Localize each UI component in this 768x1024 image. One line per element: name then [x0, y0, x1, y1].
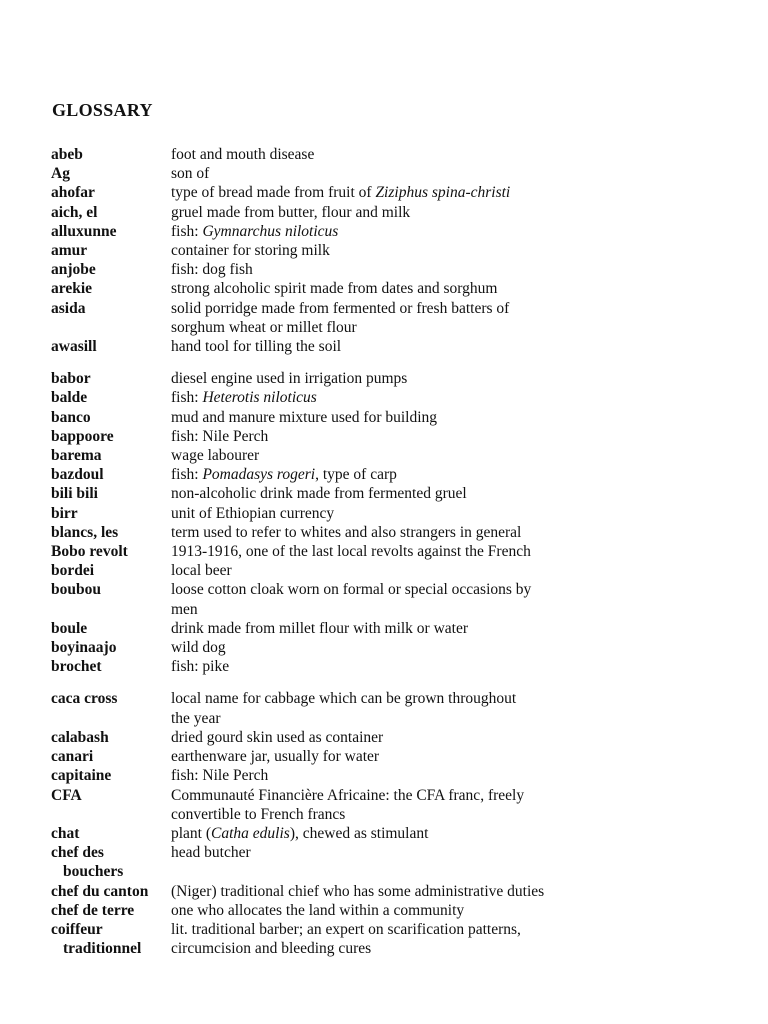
term-text: bordei — [51, 562, 95, 580]
definition-line — [171, 843, 611, 862]
term-text: Ag — [51, 165, 70, 183]
glossary-entry — [51, 183, 611, 202]
glossary-term — [51, 824, 171, 843]
definition-line — [171, 786, 611, 805]
glossary-term — [51, 786, 171, 824]
glossary-entry — [51, 299, 611, 337]
glossary-definition — [171, 183, 611, 202]
definition-line — [171, 728, 611, 747]
definition-text: loose cotton cloak worn on formal or special occasions by — [171, 581, 532, 599]
definition-text: local beer — [171, 562, 232, 580]
glossary-definition — [171, 299, 611, 337]
term-text: awasill — [51, 338, 97, 356]
glossary-definition — [171, 619, 611, 638]
definition-text: drink made from millet flour with milk or water — [171, 619, 469, 637]
glossary-definition — [171, 145, 611, 164]
definition-text: one who allocates the land within a community — [171, 901, 465, 919]
glossary-definition — [171, 279, 611, 298]
glossary-definition — [171, 843, 611, 881]
definition-text: unit of Ethiopian currency — [171, 504, 335, 522]
glossary-term — [51, 388, 171, 407]
glossary-entry — [51, 504, 611, 523]
term-text: ahofar — [51, 184, 95, 202]
glossary-term — [51, 299, 171, 337]
glossary-term — [51, 465, 171, 484]
glossary-entry — [51, 824, 611, 843]
definition-text: fish: — [171, 466, 203, 484]
definition-text: local name for cabbage which can be grown throughout — [171, 690, 517, 708]
term-text: CFA — [51, 786, 82, 804]
definition-text-after: , type of carp — [315, 466, 397, 484]
term-text: balde — [51, 389, 88, 407]
definition-line — [171, 619, 611, 638]
glossary-definition — [171, 542, 611, 561]
definition-text: 1913-1916, one of the last local revolts against the French — [171, 543, 531, 561]
definition-scientific-name: Ziziphus spina-christi — [375, 184, 511, 202]
glossary-definition — [171, 657, 611, 676]
term-text: amur — [51, 242, 88, 260]
definition-line-continued: circumcision and bleeding cures — [171, 940, 372, 958]
definition-text: head butcher — [171, 844, 251, 862]
glossary-term — [51, 638, 171, 657]
term-text: calabash — [51, 728, 109, 746]
glossary-term — [51, 657, 171, 676]
definition-text: fish: Nile Perch — [171, 427, 269, 445]
definition-text: mud and manure mixture used for building — [171, 408, 438, 426]
glossary-definition — [171, 561, 611, 580]
glossary-entry — [51, 523, 611, 542]
glossary-definition — [171, 580, 611, 618]
glossary-entry — [51, 408, 611, 427]
definition-line — [171, 689, 611, 708]
glossary-definition — [171, 408, 611, 427]
definition-line — [171, 747, 611, 766]
glossary-entry — [51, 279, 611, 298]
glossary-entry — [51, 657, 611, 676]
glossary-term — [51, 920, 171, 958]
glossary-definition — [171, 484, 611, 503]
definition-text: fish: — [171, 389, 203, 407]
definition-line — [171, 561, 611, 580]
glossary-entry — [51, 747, 611, 766]
glossary-entry — [51, 465, 611, 484]
definition-line — [171, 580, 611, 599]
term-text: caca cross — [51, 690, 118, 708]
definition-text: type of bread made from fruit of — [171, 184, 376, 202]
definition-text: plant ( — [171, 824, 212, 842]
definition-line — [171, 222, 611, 241]
term-text: barema — [51, 447, 102, 465]
glossary-entry — [51, 901, 611, 920]
glossary-term — [51, 337, 171, 356]
glossary-term — [51, 260, 171, 279]
definition-text: term used to refer to whites and also strangers in general — [171, 523, 522, 541]
glossary-term — [51, 241, 171, 260]
glossary-entry — [51, 145, 611, 164]
term-text: arekie — [51, 280, 93, 298]
definition-scientific-name: Pomadasys rogeri — [202, 466, 316, 484]
glossary-term — [51, 279, 171, 298]
glossary-entry — [51, 388, 611, 407]
definition-line — [171, 260, 611, 279]
glossary-term — [51, 369, 171, 388]
term-text: canari — [51, 748, 94, 766]
glossary-definition — [171, 689, 611, 727]
glossary-definition — [171, 920, 611, 958]
definition-text: diesel engine used in irrigation pumps — [171, 370, 408, 388]
glossary-term — [51, 164, 171, 183]
term-text: chef de terre — [51, 901, 135, 919]
definition-scientific-name: Gymnarchus niloticus — [202, 222, 339, 240]
definition-text-after: ), chewed as stimulant — [289, 824, 429, 842]
glossary-entry — [51, 337, 611, 356]
definition-line — [171, 638, 611, 657]
glossary-entry — [51, 689, 611, 727]
glossary-term — [51, 689, 171, 727]
glossary-section — [51, 689, 611, 958]
definition-text: hand tool for tilling the soil — [171, 338, 342, 356]
term-text: Bobo revolt — [51, 543, 128, 561]
glossary-entry — [51, 222, 611, 241]
glossary-list — [51, 145, 611, 971]
definition-line — [171, 446, 611, 465]
term-text: chef des — [51, 844, 104, 862]
definition-line — [171, 542, 611, 561]
definition-line — [171, 484, 611, 503]
glossary-definition — [171, 260, 611, 279]
definition-line — [171, 145, 611, 164]
term-text: brochet — [51, 658, 102, 676]
term-text: chef du canton — [51, 882, 149, 900]
definition-text: fish: Nile Perch — [171, 767, 269, 785]
glossary-definition — [171, 523, 611, 542]
definition-line — [171, 337, 611, 356]
glossary-entry — [51, 241, 611, 260]
glossary-definition — [171, 728, 611, 747]
glossary-entry — [51, 542, 611, 561]
glossary-term — [51, 145, 171, 164]
definition-text: Communauté Financière Africaine: the CFA franc, freely — [171, 786, 525, 804]
definition-line — [171, 183, 611, 202]
term-text: bazdoul — [51, 466, 104, 484]
term-text: boubou — [51, 581, 101, 599]
definition-text: fish: dog fish — [171, 261, 253, 279]
term-text: banco — [51, 408, 91, 426]
definition-line — [171, 408, 611, 427]
definition-text: strong alcoholic spirit made from dates and sorghum — [171, 280, 498, 298]
page-title: GLOSSARY — [52, 100, 153, 120]
glossary-entry — [51, 766, 611, 785]
definition-text: solid porridge made from fermented or fresh batters of — [171, 299, 510, 317]
definition-line — [171, 279, 611, 298]
definition-line — [171, 241, 611, 260]
glossary-entry — [51, 203, 611, 222]
term-text: blancs, les — [51, 523, 119, 541]
glossary-term — [51, 408, 171, 427]
glossary-term — [51, 766, 171, 785]
glossary-definition — [171, 446, 611, 465]
glossary-entry — [51, 260, 611, 279]
glossary-term — [51, 843, 171, 881]
glossary-definition — [171, 786, 611, 824]
term-text: anjobe — [51, 261, 96, 279]
definition-line — [171, 523, 611, 542]
glossary-term — [51, 222, 171, 241]
glossary-entry — [51, 561, 611, 580]
definition-text: wage labourer — [171, 447, 260, 465]
glossary-definition — [171, 824, 611, 843]
glossary-term — [51, 747, 171, 766]
definition-text: fish: — [171, 222, 203, 240]
glossary-term — [51, 183, 171, 202]
definition-line — [171, 824, 611, 843]
definition-line-continued: the year — [171, 709, 221, 727]
term-text: bili bili — [51, 485, 98, 503]
glossary-term — [51, 484, 171, 503]
definition-line — [171, 766, 611, 785]
glossary-entry — [51, 427, 611, 446]
definition-scientific-name: Heterotis niloticus — [202, 389, 317, 407]
term-text: asida — [51, 299, 86, 317]
glossary-section — [51, 369, 611, 676]
glossary-definition — [171, 241, 611, 260]
glossary-definition — [171, 369, 611, 388]
term-text: abeb — [51, 146, 83, 163]
definition-text: son of — [171, 165, 210, 183]
glossary-definition — [171, 882, 611, 901]
term-text: babor — [51, 370, 91, 388]
glossary-definition — [171, 638, 611, 657]
glossary-term — [51, 580, 171, 618]
glossary-term — [51, 542, 171, 561]
glossary-definition — [171, 766, 611, 785]
definition-text: fish: pike — [171, 658, 230, 676]
glossary-term — [51, 728, 171, 747]
definition-text: container for storing milk — [171, 242, 330, 260]
term-text: boule — [51, 619, 88, 637]
glossary-term — [51, 901, 171, 920]
glossary-definition — [171, 747, 611, 766]
definition-text: non-alcoholic drink made from fermented gruel — [171, 485, 467, 503]
definition-line — [171, 203, 611, 222]
glossary-definition — [171, 203, 611, 222]
glossary-definition — [171, 388, 611, 407]
glossary-term — [51, 203, 171, 222]
glossary-entry — [51, 882, 611, 901]
glossary-entry — [51, 638, 611, 657]
definition-line — [171, 427, 611, 446]
glossary-entry — [51, 164, 611, 183]
term-text: capitaine — [51, 767, 112, 785]
glossary-entry — [51, 446, 611, 465]
glossary-term — [51, 561, 171, 580]
definition-line — [171, 369, 611, 388]
term-text: boyinaajo — [51, 639, 117, 657]
definition-line — [171, 388, 611, 407]
definition-line-continued: men — [171, 600, 198, 618]
definition-text: lit. traditional barber; an expert on scarification patterns, — [171, 920, 521, 938]
definition-line-continued: sorghum wheat or millet flour — [171, 318, 357, 336]
glossary-entry — [51, 580, 611, 618]
glossary-entry — [51, 920, 611, 958]
glossary-entry — [51, 484, 611, 503]
glossary-section — [51, 145, 611, 356]
glossary-definition — [171, 164, 611, 183]
definition-text: (Niger) traditional chief who has some administrative duties — [171, 882, 545, 900]
term-text: chat — [51, 824, 80, 842]
glossary-term — [51, 619, 171, 638]
glossary-entry — [51, 369, 611, 388]
definition-text: gruel made from butter, flour and milk — [171, 203, 411, 221]
definition-line — [171, 504, 611, 523]
term-text-continued: traditionnel — [63, 940, 142, 958]
definition-line — [171, 164, 611, 183]
glossary-definition — [171, 427, 611, 446]
definition-line — [171, 465, 611, 484]
definition-line — [171, 901, 611, 920]
glossary-definition — [171, 901, 611, 920]
term-text: bappoore — [51, 427, 114, 445]
glossary-entry — [51, 728, 611, 747]
glossary-term — [51, 427, 171, 446]
term-text-continued: bouchers — [63, 863, 124, 881]
definition-line — [171, 299, 611, 318]
term-text: alluxunne — [51, 222, 117, 240]
glossary-term — [51, 446, 171, 465]
definition-line — [171, 882, 611, 901]
definition-text: wild dog — [171, 639, 226, 657]
definition-text: earthenware jar, usually for water — [171, 748, 380, 766]
glossary-term — [51, 523, 171, 542]
glossary-entry — [51, 619, 611, 638]
definition-scientific-name: Catha edulis — [211, 824, 290, 842]
glossary-definition — [171, 504, 611, 523]
glossary-entry — [51, 843, 611, 881]
glossary-entry — [51, 786, 611, 824]
glossary-definition — [171, 222, 611, 241]
term-text: coiffeur — [51, 920, 103, 938]
glossary-term — [51, 882, 171, 901]
definition-line — [171, 920, 611, 939]
glossary-term — [51, 504, 171, 523]
glossary-definition — [171, 337, 611, 356]
term-text: aich, el — [51, 203, 98, 221]
definition-line — [171, 657, 611, 676]
definition-line-continued: convertible to French francs — [171, 805, 346, 823]
glossary-definition — [171, 465, 611, 484]
definition-text: foot and mouth disease — [171, 146, 315, 163]
term-text: birr — [51, 504, 78, 522]
definition-text: dried gourd skin used as container — [171, 728, 384, 746]
